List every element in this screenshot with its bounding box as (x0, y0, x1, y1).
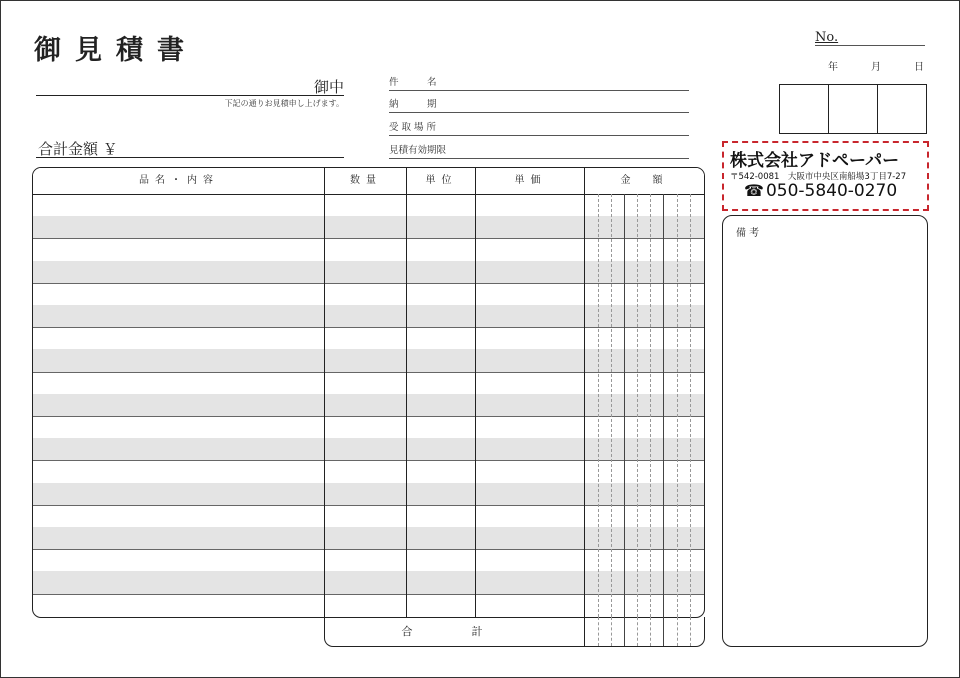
info-field-label: 受 取 場 所 (389, 122, 437, 133)
info-field-subject[interactable] (389, 74, 689, 91)
digit-divider (690, 617, 691, 646)
table-row[interactable] (33, 483, 704, 506)
table-row[interactable] (33, 216, 704, 239)
column-header-quantity: 数量 (350, 175, 382, 186)
table-header (33, 168, 704, 195)
greeting-text: 下記の通りお見積申し上げます。 (224, 99, 344, 108)
digit-divider (637, 617, 638, 646)
table-row[interactable] (33, 261, 704, 284)
table-row[interactable] (33, 194, 704, 217)
table-row[interactable] (33, 549, 704, 572)
table-row[interactable] (33, 571, 704, 594)
column-header-item: 品名・内容 (139, 175, 219, 186)
digit-divider (611, 194, 612, 617)
table-row[interactable] (33, 394, 704, 417)
stamp-cell[interactable] (780, 85, 829, 133)
info-field-label: 納 期 (389, 99, 437, 110)
table-row[interactable] (33, 327, 704, 350)
number-line[interactable] (815, 45, 925, 46)
column-header-unit-price: 単価 (514, 175, 547, 186)
column-divider (584, 168, 585, 617)
month-label: 月 (871, 62, 881, 73)
table-row[interactable] (33, 527, 704, 550)
info-field-validity[interactable] (389, 142, 689, 159)
column-header-unit: 単位 (425, 175, 458, 186)
stamp-cell[interactable] (829, 85, 878, 133)
digit-divider (611, 617, 612, 646)
table-row[interactable] (33, 305, 704, 328)
digit-divider (598, 194, 599, 617)
total-amount-line[interactable] (36, 157, 344, 158)
digit-divider (650, 194, 651, 617)
digit-divider (690, 194, 691, 617)
table-row[interactable] (33, 238, 704, 261)
table-row[interactable] (33, 505, 704, 528)
column-header-amount: 金 額 (620, 175, 669, 186)
total-amount-label: 合計金額 ￥ (38, 140, 118, 158)
column-divider (406, 168, 407, 617)
info-field-label: 見積有効期限 (389, 145, 447, 156)
year-label: 年 (828, 62, 838, 73)
digit-divider (598, 617, 599, 646)
digit-divider (677, 194, 678, 617)
column-divider (324, 168, 325, 617)
stamp-boxes (779, 84, 927, 134)
phone-icon: ☎ (744, 181, 764, 200)
recipient-line[interactable] (36, 95, 344, 96)
table-row[interactable] (33, 594, 704, 616)
remarks-label: 備 考 (736, 228, 760, 239)
digit-divider (637, 194, 638, 617)
table-row[interactable] (33, 349, 704, 372)
day-label: 日 (914, 62, 924, 73)
table-row[interactable] (33, 416, 704, 439)
digit-divider (663, 617, 664, 646)
table-row[interactable] (33, 372, 704, 395)
stamp-cell[interactable] (878, 85, 926, 133)
digit-divider (624, 617, 625, 646)
number-label: No. (815, 30, 839, 45)
recipient-suffix: 御中 (313, 78, 344, 96)
digit-divider (677, 617, 678, 646)
company-tel-number: 050-5840-0270 (765, 181, 898, 201)
company-address: 〒542-0081 大阪市中央区南船場3丁目7-27 (730, 172, 907, 182)
company-tel (744, 181, 897, 201)
info-field-delivery[interactable] (389, 96, 689, 113)
column-divider (584, 617, 585, 646)
items-table (32, 167, 705, 618)
info-field-label: 件 名 (389, 77, 437, 88)
table-row[interactable] (33, 460, 704, 483)
digit-divider (650, 617, 651, 646)
info-field-location[interactable] (389, 119, 689, 136)
column-divider (475, 168, 476, 617)
document-title: 御見積書 (34, 35, 198, 66)
digit-divider (624, 194, 625, 617)
remarks-box[interactable] (722, 215, 928, 647)
digit-divider (663, 194, 664, 617)
table-row[interactable] (33, 438, 704, 461)
table-row[interactable] (33, 283, 704, 306)
company-name: 株式会社アドペーパー (730, 151, 900, 171)
grand-total-label: 合 計 (401, 625, 507, 638)
